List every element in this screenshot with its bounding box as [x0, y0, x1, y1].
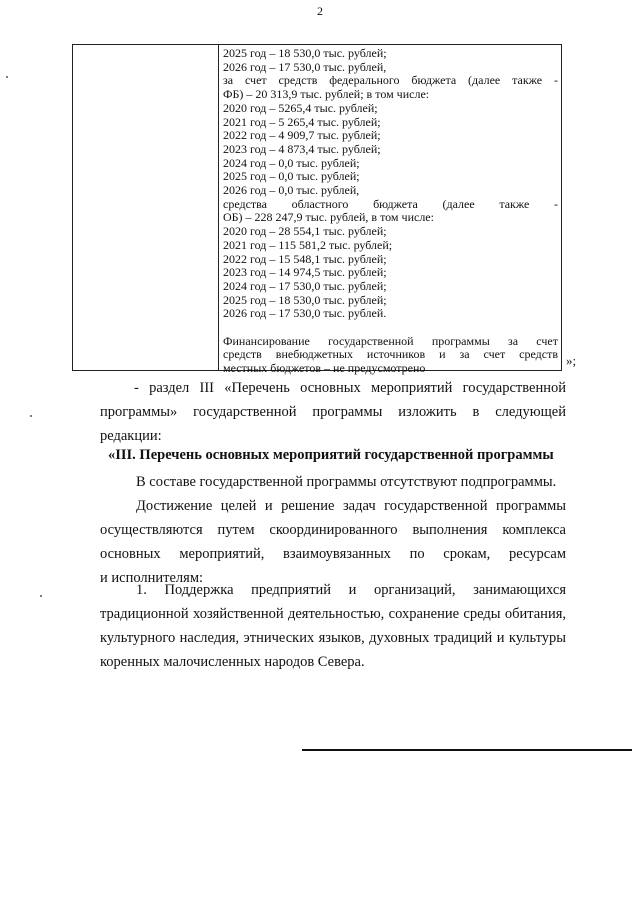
text-line: - раздел III «Перечень основных мероприятий государственной	[134, 380, 566, 396]
goals-paragraph	[100, 494, 566, 590]
table-line: 2021 год – 115 581,2 тыс. рублей;	[223, 237, 393, 252]
table-line: 2026 год – 0,0 тыс. рублей,	[223, 183, 360, 198]
text-line: 1. Поддержка предприятий и организаций, занимающихся	[136, 582, 566, 598]
no-subprograms-paragraph	[100, 470, 566, 494]
text-line: осуществляются путем скоординированного выполнения комплекса	[100, 522, 566, 538]
table-line: 2022 год – 15 548,1 тыс. рублей;	[223, 251, 387, 266]
text-line: редакции:	[100, 428, 162, 444]
table-line: 2026 год – 17 530,0 тыс. рублей,	[223, 59, 387, 74]
table-line: ФБ) – 20 313,9 тыс. рублей; в том числе:	[223, 87, 430, 102]
table-line: 2020 год – 5265,4 тыс. рублей;	[223, 100, 378, 115]
table-line: 2024 год – 0,0 тыс. рублей;	[223, 155, 360, 170]
table-spacer	[223, 321, 558, 335]
closing-quote: »;	[566, 353, 577, 368]
margin-speck	[40, 595, 42, 597]
table-line: за счет средств федерального бюджета (далее также -	[223, 73, 558, 88]
page-number: 2	[317, 4, 323, 18]
separator-line	[302, 749, 632, 751]
text-line: программы» государственной программы изложить в следующей	[100, 404, 566, 420]
section-intro-paragraph	[100, 376, 566, 448]
table-line: 2025 год – 0,0 тыс. рублей;	[223, 169, 360, 184]
margin-speck	[30, 415, 32, 417]
item-1-paragraph	[100, 578, 566, 674]
table-line: 2025 год – 18 530,0 тыс. рублей;	[223, 292, 387, 307]
table-line: 2026 год – 17 530,0 тыс. рублей.	[223, 306, 387, 321]
table-line: 2020 год – 28 554,1 тыс. рублей;	[223, 224, 387, 239]
table-line: 2023 год – 4 873,4 тыс. рублей;	[223, 141, 381, 156]
table-line: 2021 год – 5 265,4 тыс. рублей;	[223, 114, 381, 129]
table-line: ОБ) – 228 247,9 тыс. рублей, в том числе:	[223, 210, 434, 225]
table-line: местных бюджетов – не предусмотрено	[223, 361, 426, 376]
table-right-cell	[223, 47, 558, 376]
text-line: Достижение целей и решение задач государственной программы	[136, 498, 566, 514]
text-line: традиционной хозяйственной деятельностью, сохранение среды обитания,	[100, 606, 566, 622]
text-line: культурного наследия, этнических языков, духовных традиций и культуры	[100, 630, 566, 646]
margin-speck	[6, 76, 8, 78]
table-line: Финансирование государственной программы за счет	[223, 333, 558, 348]
text-line: коренных малочисленных народов Севера.	[100, 654, 365, 670]
text-line: и исполнителям:	[100, 570, 204, 586]
table-line: 2023 год – 14 974,5 тыс. рублей;	[223, 265, 387, 280]
table-left-cell	[73, 45, 219, 370]
table-line: средства областного бюджета (далее также -	[223, 196, 558, 211]
table-line: 2024 год – 17 530,0 тыс. рублей;	[223, 278, 387, 293]
table-line: 2022 год – 4 909,7 тыс. рублей;	[223, 128, 381, 143]
text-line: основных мероприятий, взаимоувязанных по срокам, ресурсам	[100, 546, 566, 562]
table-line: 2025 год – 18 530,0 тыс. рублей;	[223, 46, 387, 60]
section-heading: «III. Перечень основных мероприятий государственной программы	[108, 447, 554, 463]
table-line: средств внебюджетных источников и за счет средств	[223, 347, 558, 362]
funding-table	[72, 44, 562, 376]
text-line: В составе государственной программы отсутствуют подпрограммы.	[136, 474, 557, 490]
